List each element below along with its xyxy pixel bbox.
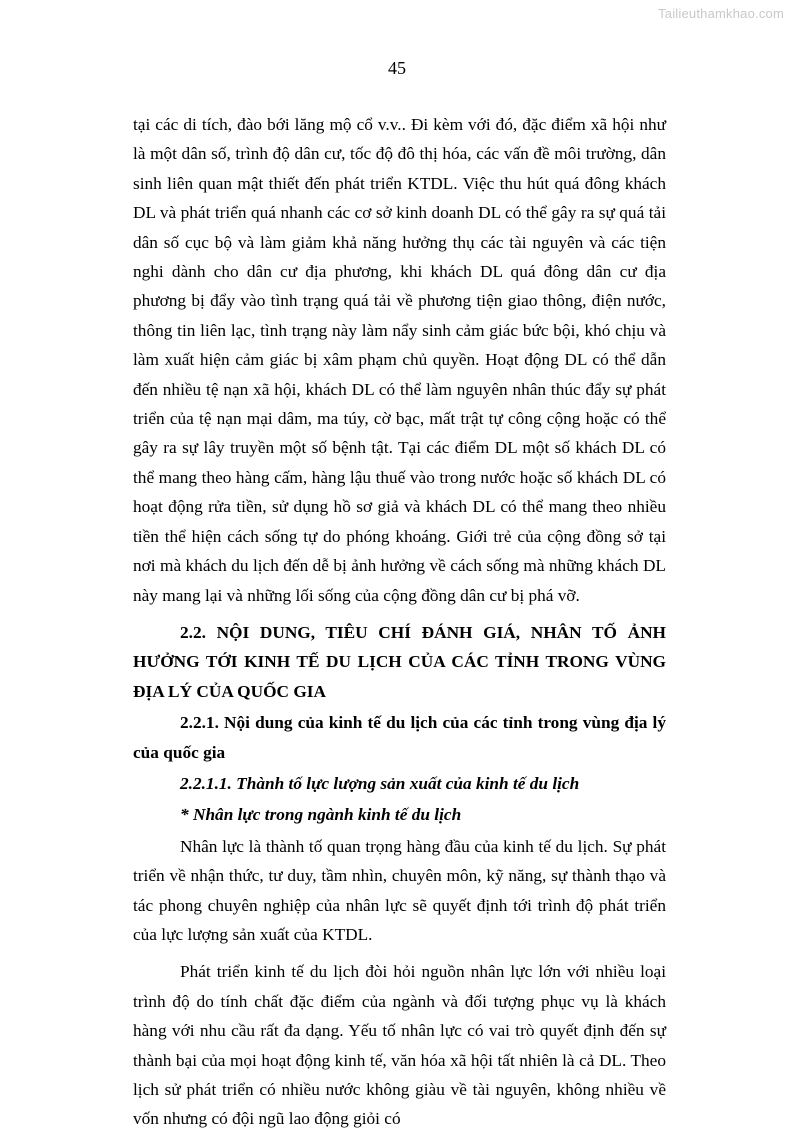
topic-heading-human-resources: * Nhân lực trong ngành kinh tế du lịch <box>180 805 462 825</box>
subsubsection-heading-2-2-1-1: 2.2.1.1. Thành tố lực lượng sản xuất của kinh tế du lịch <box>180 773 580 793</box>
paragraph-social-impacts: tại các di tích, đào bới lăng mộ cổ v.v.. Đi kèm với đó, đặc điểm xã hội như là một dân số, trình độ dân cư, tốc độ đô thị hóa, các vấn đề môi trường, dân sinh liên quan mật thiết đến phát triển KTDL. Việc thu hút quá đông khách DL và phát triển quá nhanh các cơ sở kinh doanh DL có thể gây ra sự quá tải dân số cục bộ và làm giảm khả năng hưởng thụ các tài nguyên và các tiện nghi dành cho dân cư địa phương, khi khách DL quá đông dân cư địa phương bị đẩy vào tình trạng quá tải về phương tiện giao thông, điện nước, thông tin liên lạc, tình trạng này làm nẩy sinh cảm giác bức bội, khó chịu và làm xuất hiện cảm giác bị xâm phạm chủ quyền. Hoạt động DL có thể dẫn đến nhiều tệ nạn xã hội, khách DL có thể làm nguyên nhân thúc đẩy sự phát triển của tệ nạn mại dâm, ma túy, cờ bạc, mất trật tự công cộng hoặc có thể gây ra sự lây truyền một số bệnh tật. Tại các điểm DL một số khách DL có thể mang theo hàng cấm, hàng lậu thuế vào trong nước hoặc số khách DL có hoạt động rửa tiền, sử dụng hồ sơ giả và khách DL có thể mang theo nhiều tiền thể hiện cách sống tự do phóng khoáng. Giới trẻ của cộng đồng sở tại nơi mà khách du lịch đến dễ bị ảnh hưởng về cách sống mà những khách DL này mang lại và những lối sống của cộng đồng dân cư bị phá vỡ. <box>133 115 666 605</box>
section-heading-2-2: 2.2. NỘI DUNG, TIÊU CHÍ ĐÁNH GIÁ, NHÂN TỐ ẢNH HƯỞNG TỚI KINH TẾ DU LỊCH CỦA CÁC TỈNH TRONG VÙNG ĐỊA LÝ CỦA QUỐC GIA <box>133 622 666 701</box>
watermark-text: Tailieuthamkhao.com <box>658 6 784 21</box>
paragraph-tourism-development: Phát triển kinh tế du lịch đòi hỏi nguồn nhân lực lớn với nhiều loại trình độ do tính chất đặc điểm của ngành và đối tượng phục vụ là khách hàng với nhu cầu rất đa dạng. Yếu tố nhân lực có vai trò quyết định đến sự thành bại của mọi hoạt động kinh tế, văn hóa xã hội tất nhiên là cả DL. Theo lịch sử phát triển có nhiều nước không giàu về tài nguyên, không nhiều về vốn nhưng có đội ngũ lao động giỏi có <box>133 962 666 1129</box>
paragraph-human-resources: Nhân lực là thành tố quan trọng hàng đầu của kinh tế du lịch. Sự phát triển về nhận thức, tư duy, tầm nhìn, chuyên môn, kỹ năng, sự thành thạo và tác phong chuyên nghiệp của nhân lực sẽ quyết định tới trình độ phát triển của lực lượng sản xuất của KTDL. <box>133 836 666 944</box>
document-body <box>133 110 666 1134</box>
subsection-heading-2-2-1: 2.2.1. Nội dung của kinh tế du lịch của các tỉnh trong vùng địa lý của quốc gia <box>133 713 666 762</box>
page-number: 45 <box>388 58 406 78</box>
